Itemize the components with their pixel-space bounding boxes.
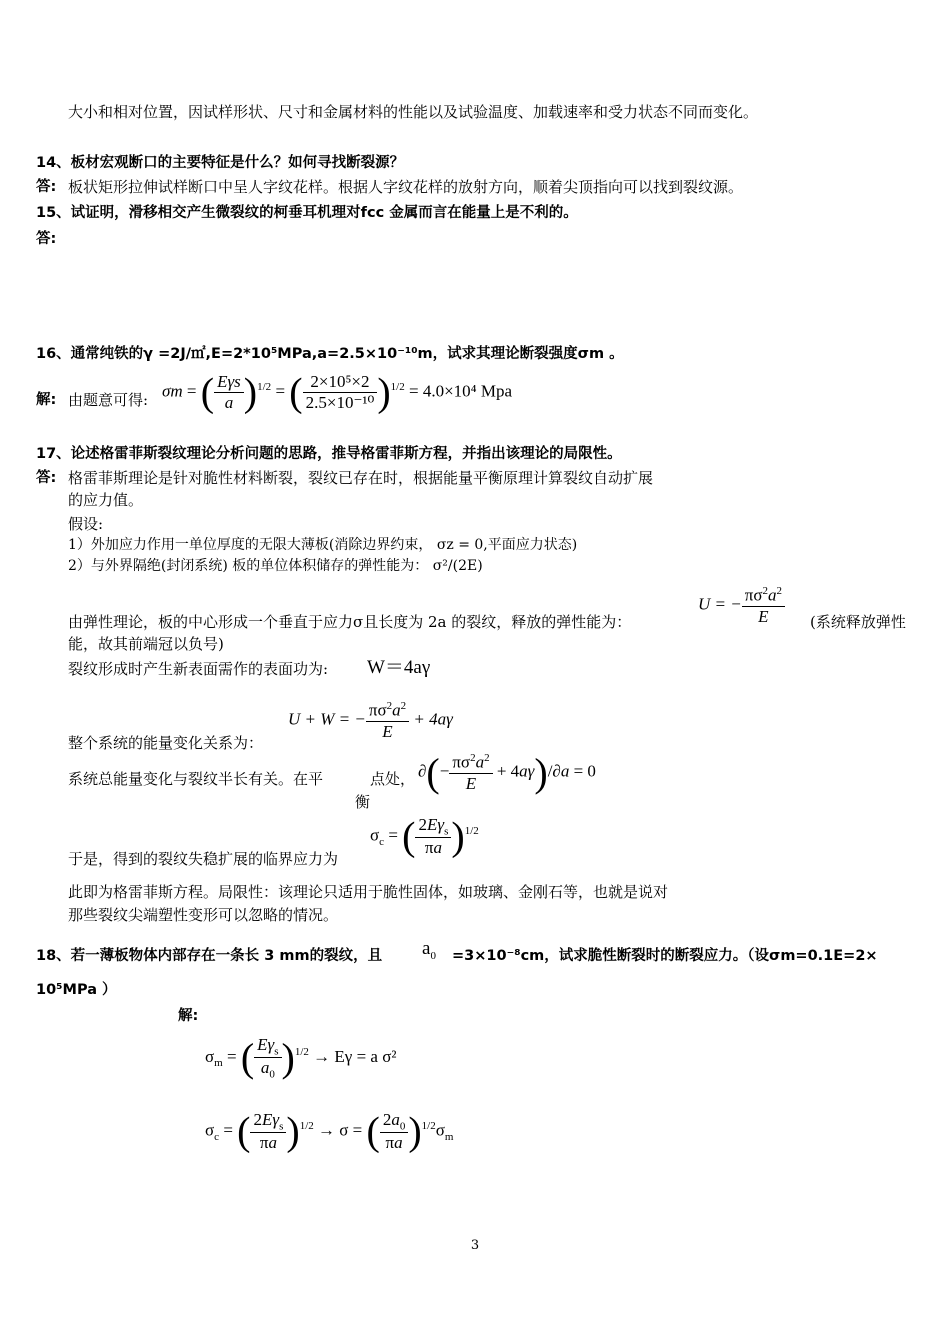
solution-16-label: 解:	[36, 392, 57, 408]
answer-17-line-12: 那些裂纹尖端塑性变形可以忽略的情况。	[68, 906, 339, 924]
equation-17-critical: $\sigma_c$ = ( $\frac{2E\gamma_s}{\pi a}$ )$^{1/2}$	[370, 813, 479, 859]
page-number: 3	[470, 1238, 480, 1253]
eq16-numerator: 2×10⁵×2	[303, 372, 378, 393]
answer-17-line-10: 于是，得到的裂纹失稳扩展的临界应力为	[68, 850, 339, 868]
equation-16: σm = ( $\frac{\text{Eγs}}{a}$ )$^{1/2}$ = ( $\frac{\text{2×10⁵×2}}{\text{2.5×10⁻¹⁰}}$ )$^{1/2}$ = 4.0×10⁴ Mpa	[162, 369, 512, 415]
question-18-part-1: 18、若一薄板物体内部存在一条长 3 mm的裂纹，且	[36, 948, 383, 964]
equation-17-U: U = − $\frac{\pi\sigma^2a^2}{E}$	[698, 585, 785, 627]
equation-17-derivative: ∂(− $\frac{\pi\sigma^2a^2}{E}$ + 4aγ)/∂a = 0	[418, 749, 596, 795]
equation-18-2: $\sigma_c$ = ( $\frac{2E\gamma_s}{\pi a}$ )$^{1/2}$ → σ = ( $\frac{2a_0}{\pi a}$ )$^{1/2}\sigma_m$	[205, 1108, 454, 1154]
answer-17-line-11: 此即为格雷菲斯方程。局限性：该理论只适用于脆性固体，如玻璃、金刚石等，也就是说对	[68, 883, 669, 901]
answer-14: 板状矩形拉伸试样断口中呈人字纹花样。根据人字纹花样的放射方向，顺着尖顶指向可以找到裂纹源。	[68, 178, 744, 196]
question-17: 17、论述格雷菲斯裂纹理论分析问题的思路，推导格雷菲斯方程，并指出该理论的局限性。	[36, 446, 622, 462]
question-16: 16、通常纯铁的γ =2J/㎡,E=2*10⁵MPa,a=2.5×10⁻¹⁰m，试求其理论断裂强度σm 。	[36, 346, 624, 362]
answer-17-assume-2: 2）与外界隔绝(封闭系统) 板的单位体积储存的弹性能为： σ²/(2E)	[68, 558, 483, 574]
answer-17-line-9c: 衡	[355, 793, 371, 811]
a0-symbol: $a_0$	[422, 938, 436, 962]
answer-17-line-7: 裂纹形成时产生新表面需作的表面功为:	[68, 660, 329, 678]
answer-17-assume: 假设:	[68, 515, 104, 533]
solution-16-text: 由题意可得:	[68, 391, 149, 409]
question-18-part-3: 10⁵MPa ）	[36, 982, 117, 998]
answer-17-line-2: 的应力值。	[68, 491, 144, 509]
answer-14-label: 答:	[36, 179, 57, 195]
answer-15-label: 答:	[36, 231, 57, 247]
surface-work-eq: W＝4aγ	[367, 657, 431, 678]
answer-17-line-6b: (系统释放弹性	[810, 613, 906, 631]
answer-17-line-6c: 能，故其前端冠以负号)	[68, 635, 224, 653]
answer-17-line-9: 系统总能量变化与裂纹半长有关。在平	[68, 770, 324, 788]
eq16-result: = 4.0×10⁴ Mpa	[408, 381, 512, 401]
equation-18-1: $\sigma_m$ = ( $\frac{E\gamma_s}{a_0}$ )$^{1/2}$ → Eγ = a σ²	[205, 1034, 397, 1081]
equation-17-energy: U + W = − $\frac{\pi\sigma^2a^2}{E}$ + 4aγ	[288, 700, 453, 741]
answer-17-line-8: 整个系统的能量变化关系为：	[68, 734, 264, 752]
question-18-part-2: =3×10⁻⁸cm，试求脆性断裂时的断裂应力。（设σm=0.1E=2×	[452, 948, 878, 964]
continuation-text: 大小和相对位置，因试样形状、尺寸和金属材料的性能以及试验温度、加载速率和受力状态不同而变化。	[68, 103, 759, 121]
answer-17-line-9b: 点处，	[370, 770, 416, 788]
answer-17-label: 答:	[36, 470, 57, 486]
answer-17-line-6: 由弹性理论，板的中心形成一个垂直于应力σ且长度为 2a 的裂纹，释放的弹性能为：	[68, 613, 632, 631]
answer-17-assume-1: 1）外加应力作用一单位厚度的无限大薄板(消除边界约束， σz = 0,平面应力状态)	[68, 537, 578, 553]
question-14: 14、板材宏观断口的主要特征是什么？如何寻找断裂源？	[36, 155, 405, 171]
answer-17-line-1: 格雷菲斯理论是针对脆性材料断裂，裂纹已存在时，根据能量平衡原理计算裂纹自动扩展	[68, 469, 654, 487]
eq16-denominator: 2.5×10⁻¹⁰	[305, 393, 375, 412]
solution-18-label: 解:	[178, 1008, 199, 1024]
question-15: 15、试证明，滑移相交产生微裂纹的柯垂耳机理对fcc 金属而言在能量上是不利的。	[36, 205, 578, 221]
